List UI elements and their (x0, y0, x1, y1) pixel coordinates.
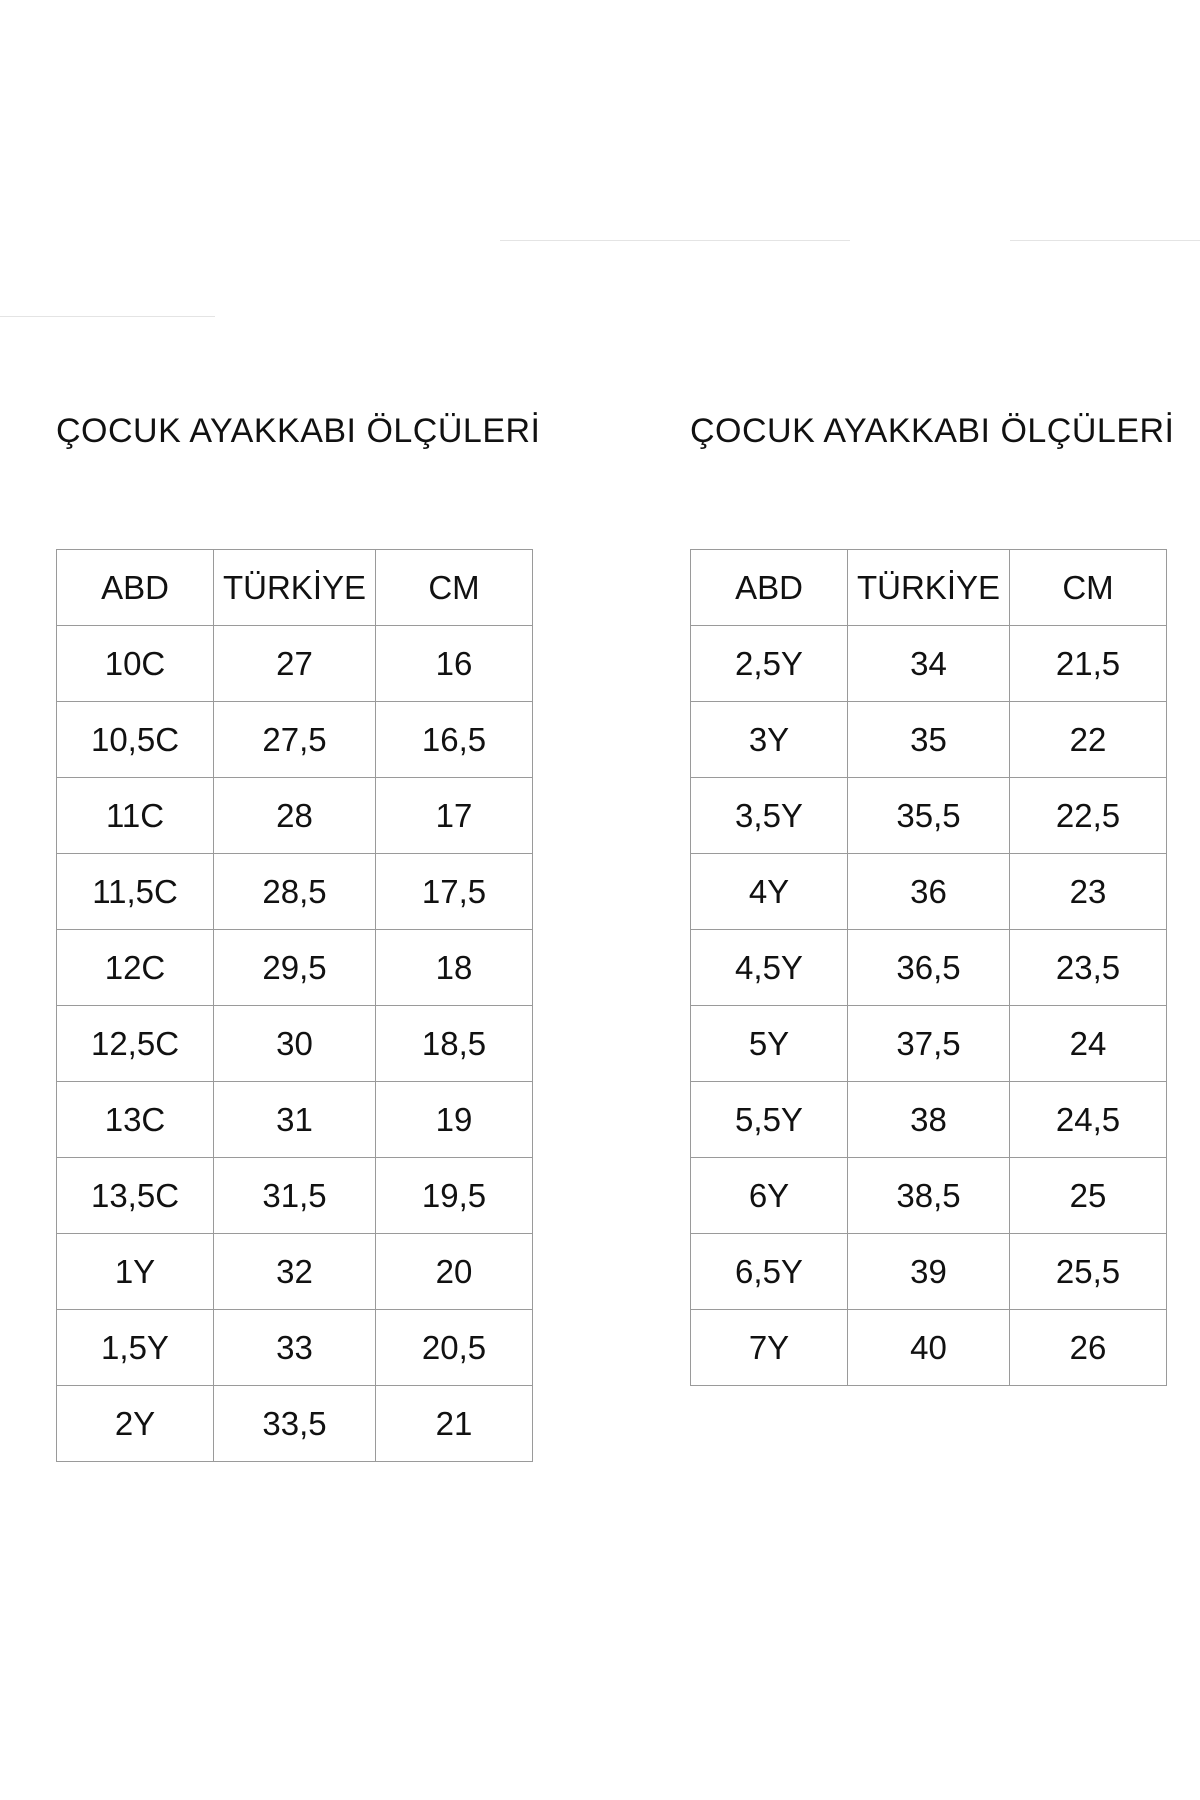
column-header: CM (376, 550, 533, 626)
table-cell: 3Y (691, 702, 848, 778)
table-cell: 37,5 (848, 1006, 1010, 1082)
table-cell: 32 (214, 1234, 376, 1310)
table-cell: 33 (214, 1310, 376, 1386)
table-row (57, 930, 533, 1006)
table-cell: 29,5 (214, 930, 376, 1006)
column-header: TÜRKİYE (214, 550, 376, 626)
divider (0, 316, 215, 317)
table-cell: 35 (848, 702, 1010, 778)
table-cell: 25 (1010, 1158, 1167, 1234)
table-cell: 17 (376, 778, 533, 854)
table-cell: 24,5 (1010, 1082, 1167, 1158)
table-cell: 38 (848, 1082, 1010, 1158)
left-table-title: ÇOCUK AYAKKABI ÖLÇÜLERİ (56, 412, 541, 450)
column-header: ABD (57, 550, 214, 626)
table-row (57, 1158, 533, 1234)
table-cell: 1Y (57, 1234, 214, 1310)
table-cell: 1,5Y (57, 1310, 214, 1386)
column-header: TÜRKİYE (848, 550, 1010, 626)
table-cell: 17,5 (376, 854, 533, 930)
table-cell: 23 (1010, 854, 1167, 930)
table-cell: 20 (376, 1234, 533, 1310)
table-cell: 28,5 (214, 854, 376, 930)
table-row (57, 778, 533, 854)
table-cell: 11,5C (57, 854, 214, 930)
table-cell: 27 (214, 626, 376, 702)
table-row (691, 702, 1167, 778)
table-row (57, 1082, 533, 1158)
table-header-row (57, 550, 533, 626)
table-cell: 34 (848, 626, 1010, 702)
table-cell: 28 (214, 778, 376, 854)
table-row (691, 1006, 1167, 1082)
table-row (57, 1006, 533, 1082)
table-cell: 13C (57, 1082, 214, 1158)
right-table-title: ÇOCUK AYAKKABI ÖLÇÜLERİ (690, 412, 1175, 450)
table-cell: 16,5 (376, 702, 533, 778)
table-cell: 7Y (691, 1310, 848, 1386)
table-cell: 23,5 (1010, 930, 1167, 1006)
table-cell: 10C (57, 626, 214, 702)
table-cell: 22,5 (1010, 778, 1167, 854)
table-row (691, 1158, 1167, 1234)
table-cell: 26 (1010, 1310, 1167, 1386)
table-cell: 31 (214, 1082, 376, 1158)
divider (1010, 240, 1200, 241)
table-cell: 19,5 (376, 1158, 533, 1234)
table-row (691, 626, 1167, 702)
table-cell: 16 (376, 626, 533, 702)
table-cell: 4,5Y (691, 930, 848, 1006)
table-cell: 25,5 (1010, 1234, 1167, 1310)
table-cell: 11C (57, 778, 214, 854)
table-row (57, 1234, 533, 1310)
table-row (57, 626, 533, 702)
table-cell: 39 (848, 1234, 1010, 1310)
table-cell: 35,5 (848, 778, 1010, 854)
left-size-table (56, 549, 533, 1462)
table-cell: 36 (848, 854, 1010, 930)
divider (500, 240, 850, 241)
table-row (691, 778, 1167, 854)
table-cell: 36,5 (848, 930, 1010, 1006)
table-cell: 2Y (57, 1386, 214, 1462)
table-cell: 21 (376, 1386, 533, 1462)
table-cell: 33,5 (214, 1386, 376, 1462)
table-row (57, 1310, 533, 1386)
table-row (57, 1386, 533, 1462)
table-row (691, 1082, 1167, 1158)
table-cell: 12,5C (57, 1006, 214, 1082)
column-header: ABD (691, 550, 848, 626)
table-row (57, 854, 533, 930)
table-cell: 20,5 (376, 1310, 533, 1386)
table-cell: 18,5 (376, 1006, 533, 1082)
table-cell: 24 (1010, 1006, 1167, 1082)
table-header-row (691, 550, 1167, 626)
table-row (691, 854, 1167, 930)
table-cell: 5Y (691, 1006, 848, 1082)
table-cell: 19 (376, 1082, 533, 1158)
table-row (691, 1234, 1167, 1310)
table-cell: 6,5Y (691, 1234, 848, 1310)
table-cell: 6Y (691, 1158, 848, 1234)
table-cell: 5,5Y (691, 1082, 848, 1158)
table-cell: 13,5C (57, 1158, 214, 1234)
column-header: CM (1010, 550, 1167, 626)
table-cell: 10,5C (57, 702, 214, 778)
table-cell: 31,5 (214, 1158, 376, 1234)
right-size-table (690, 549, 1167, 1386)
table-cell: 27,5 (214, 702, 376, 778)
table-row (691, 1310, 1167, 1386)
table-cell: 38,5 (848, 1158, 1010, 1234)
table-cell: 40 (848, 1310, 1010, 1386)
table-cell: 22 (1010, 702, 1167, 778)
table-cell: 18 (376, 930, 533, 1006)
table-cell: 4Y (691, 854, 848, 930)
table-cell: 12C (57, 930, 214, 1006)
table-cell: 30 (214, 1006, 376, 1082)
table-cell: 3,5Y (691, 778, 848, 854)
table-row (57, 702, 533, 778)
table-cell: 2,5Y (691, 626, 848, 702)
table-cell: 21,5 (1010, 626, 1167, 702)
table-row (691, 930, 1167, 1006)
